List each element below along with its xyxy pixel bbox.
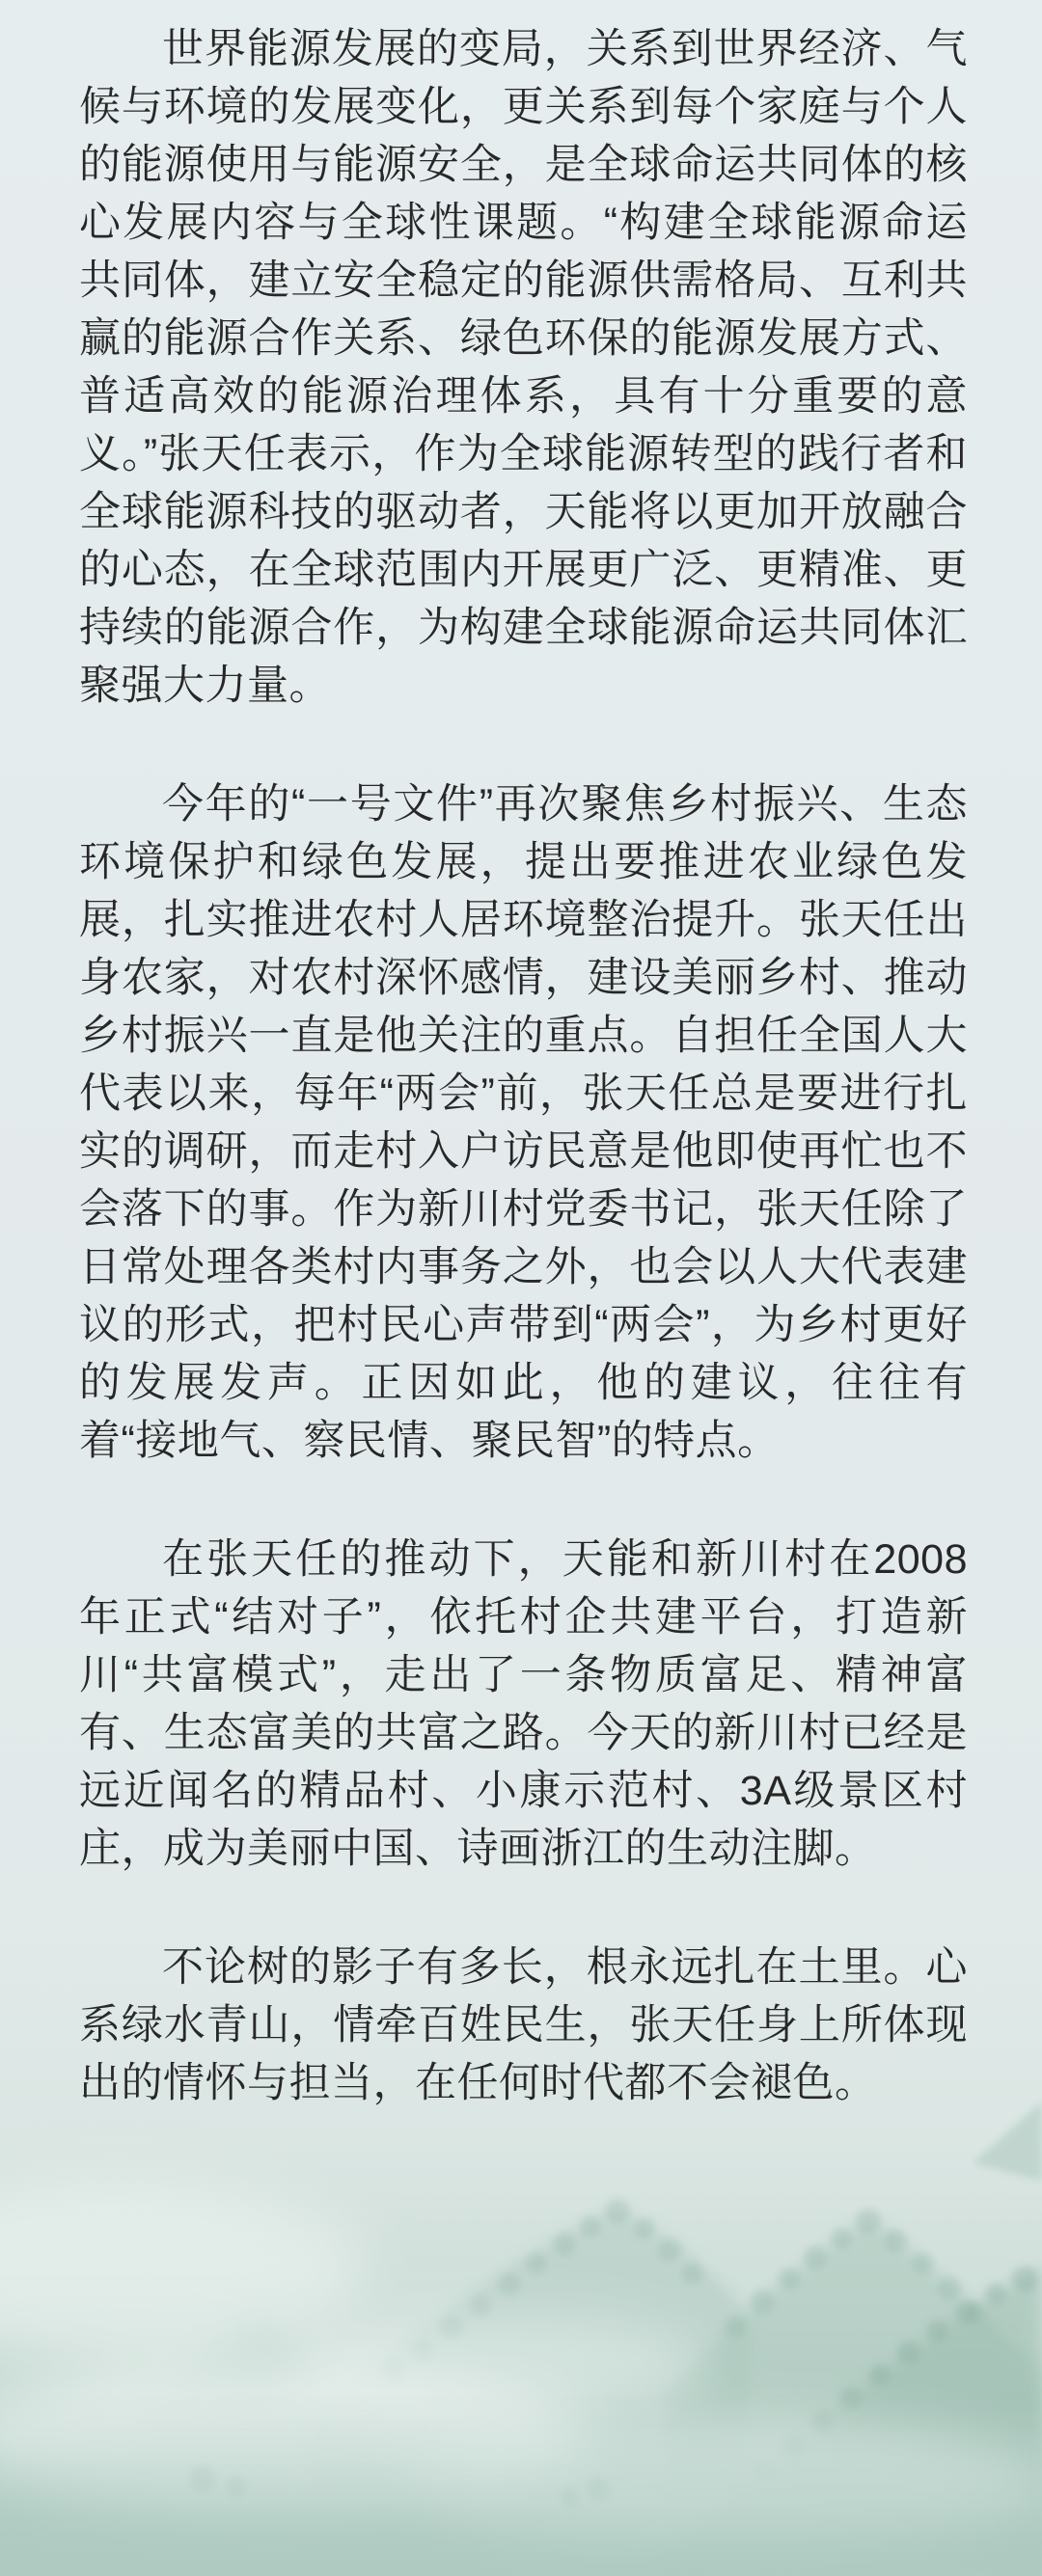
article-paragraph: 今年的“一号文件”再次聚焦乡村振兴、生态环境保护和绿色发展，提出要推进农业绿色发展，扎实推进农村人居环境整治提升。张天任出身农家，对农村深怀感情，建设美丽乡村、推动乡村振兴一直是他关注的重点。自担任全国人大代表以来，每年“两会”前，张天任总是要进行扎实的调研，而走村入户访民意是他即使再忙也不会落下的事。作为新川村党委书记，张天任除了日常处理各类村内事务之外，也会以人大代表建议的形式，把村民心声带到“两会”，为乡村更好的发展发声。正因如此，他的建议，往往有着“接地气、察民情、聚民智”的特点。: [79, 781, 968, 1464]
article-paragraph: 在张天任的推动下，天能和新川村在2008年正式“结对子”，依托村企共建平台，打造新川“共富模式”，走出了一条物质富足、精神富有、生态富美的共富之路。今天的新川村已经是远近闻名的精品村、小康示范村、3A级景区村庄，成为美丽中国、诗画浙江的生动注脚。: [79, 1536, 968, 1872]
article-paragraph: 世界能源发展的变局，关系到世界经济、气候与环境的发展变化，更关系到每个家庭与个人的能源使用与能源安全，是全球命运共同体的核心发展内容与全球性课题。“构建全球能源命运共同体，建立安全稳定的能源供需格局、互利共赢的能源合作关系、绿色环保的能源发展方式、普适高效的能源治理体系，具有十分重要的意义。”张天任表示，作为全球能源转型的践行者和全球能源科技的驱动者，天能将以更加开放融合的心态，在全球范围内开展更广泛、更精准、更持续的能源合作，为构建全球能源命运共同体汇聚强大力量。: [79, 26, 968, 709]
article-paragraph: 不论树的影子有多长，根永远扎在土里。心系绿水青山，情牵百姓民生，张天任身上所体现出的情怀与担当，在任何时代都不会褪色。: [79, 1944, 968, 2106]
